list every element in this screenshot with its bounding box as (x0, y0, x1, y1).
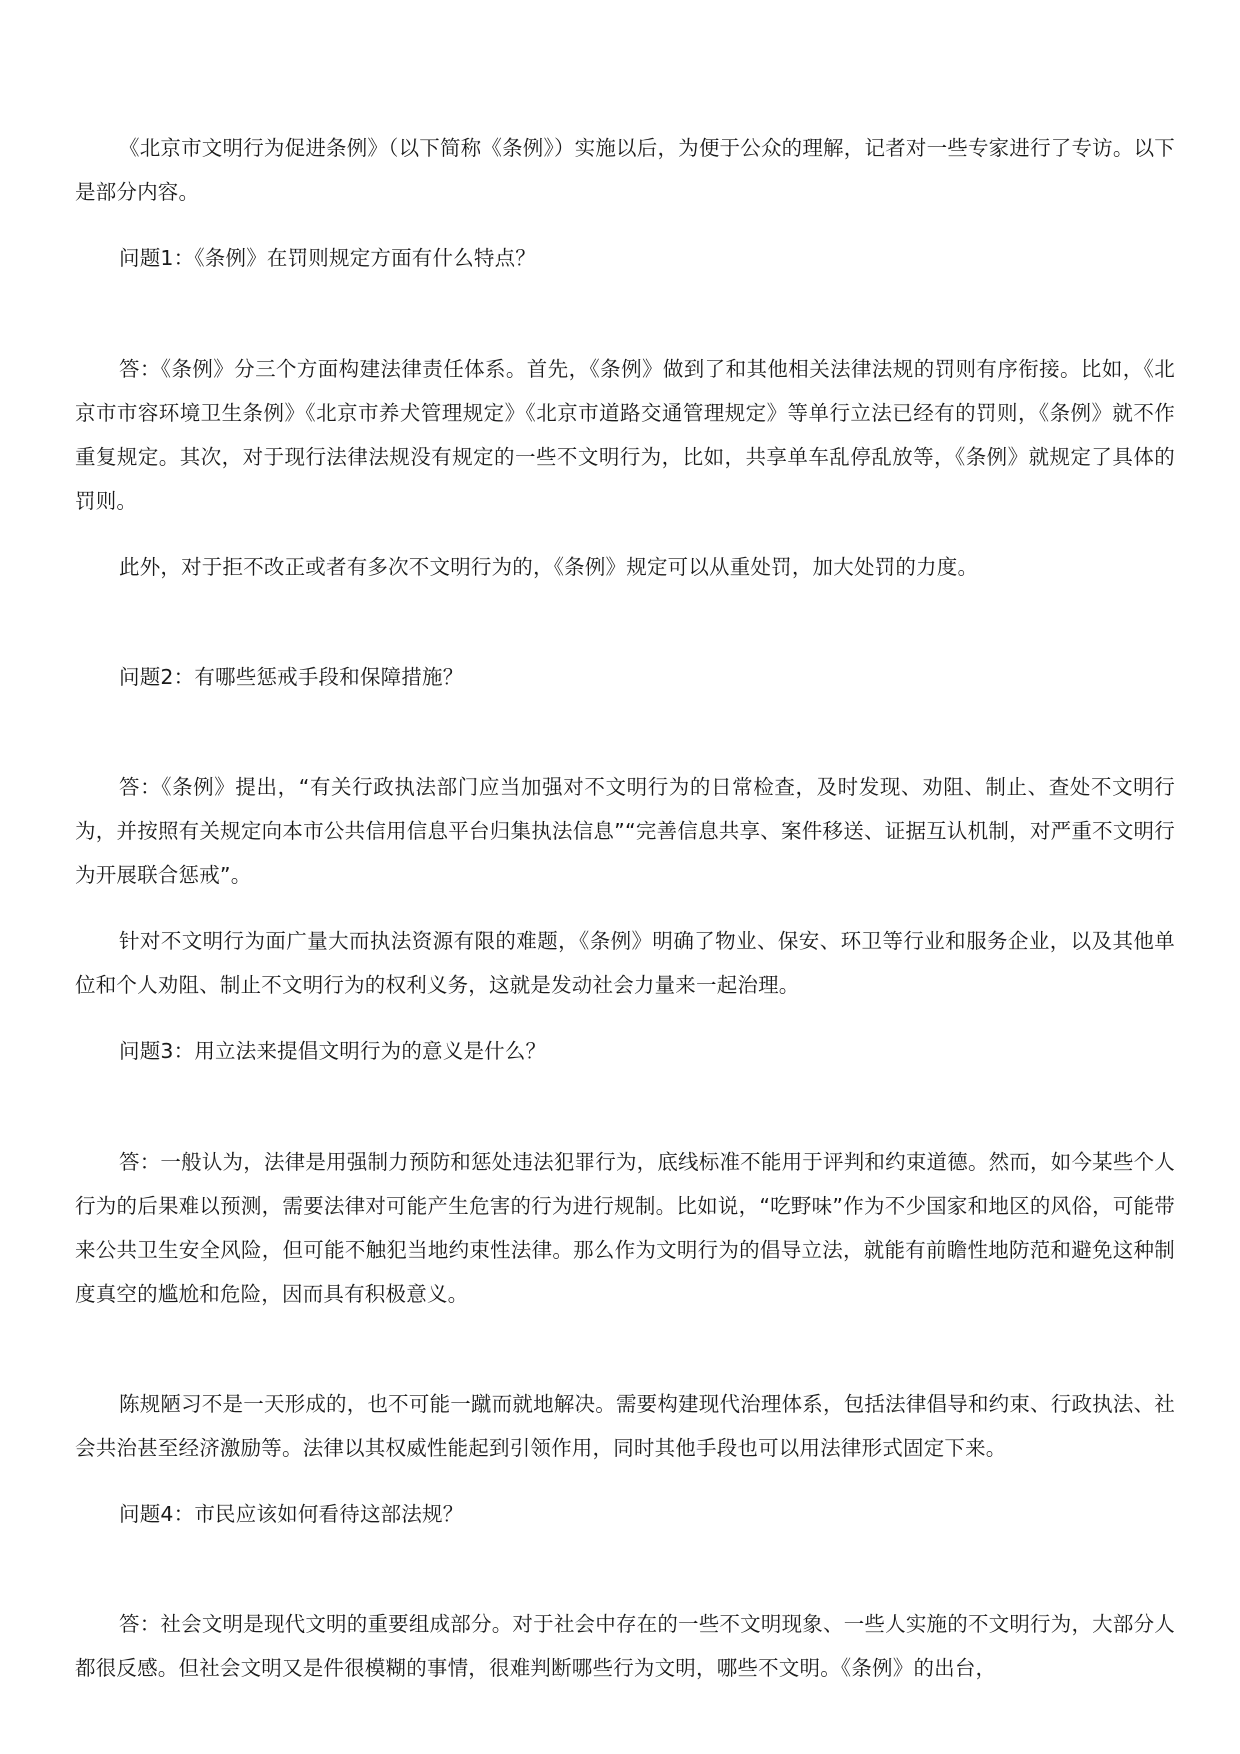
intro-paragraph: 《北京市文明行为促进条例》（以下简称《条例》）实施以后，为便于公众的理解，记者对一些专家进行了专访。以下是部分内容。 (75, 136, 1175, 204)
question-4: 问题4：市民应该如何看待这部法规？ (119, 1502, 464, 1526)
answer-2-paragraph-2: 针对不文明行为面广量大而执法资源有限的难题，《条例》明确了物业、保安、环卫等行业和服务企业，以及其他单位和个人劝阻、制止不文明行为的权利义务，这就是发动社会力量来一起治理。 (75, 929, 1175, 997)
answer-2-paragraph: 答：《条例》提出，“有关行政执法部门应当加强对不文明行为的日常检查，及时发现、劝阻、制止、查处不文明行为，并按照有关规定向本市公共信用信息平台归集执法信息”“完善信息共享、案件移送、证据互认机制，对严重不文明行为开展联合惩戒”。 (75, 775, 1175, 887)
answer-3-paragraph: 答：一般认为，法律是用强制力预防和惩处违法犯罪行为，底线标准不能用于评判和约束道德。然而，如今某些个人行为的后果难以预测，需要法律对可能产生危害的行为进行规制。比如说，“吃野味”作为不少国家和地区的风俗，可能带来公共卫生安全风险，但可能不触犯当地约束性法律。那么作为文明行为的倡导立法，就能有前瞻性地防范和避免这种制度真空的尴尬和危险，因而具有积极意义。 (75, 1150, 1175, 1306)
question-3: 问题3：用立法来提倡文明行为的意义是什么？ (119, 1039, 547, 1063)
question-1: 问题1：《条例》在罚则规定方面有什么特点？ (119, 246, 536, 270)
answer-1-paragraph-2: 此外，对于拒不改正或者有多次不文明行为的，《条例》规定可以从重处罚，加大处罚的力度。 (119, 555, 979, 579)
answer-1-paragraph: 答：《条例》分三个方面构建法律责任体系。首先，《条例》做到了和其他相关法律法规的罚则有序衔接。比如，《北京市市容环境卫生条例》《北京市养犬管理规定》《北京市道路交通管理规定》等单行立法已经有的罚则，《条例》就不作重复规定。其次，对于现行法律法规没有规定的一些不文明行为，比如，共享单车乱停乱放等，《条例》就规定了具体的罚则。 (75, 357, 1175, 513)
question-2: 问题2：有哪些惩戒手段和保障措施？ (119, 665, 464, 689)
answer-4-paragraph: 答：社会文明是现代文明的重要组成部分。对于社会中存在的一些不文明现象、一些人实施的不文明行为，大部分人都很反感。但社会文明又是件很模糊的事情，很难判断哪些行为文明，哪些不文明。《条例》的出台， (75, 1612, 1175, 1680)
answer-3-paragraph-2: 陈规陋习不是一天形成的，也不可能一蹴而就地解决。需要构建现代治理体系，包括法律倡导和约束、行政执法、社会共治甚至经济激励等。法律以其权威性能起到引领作用，同时其他手段也可以用法律形式固定下来。 (75, 1392, 1175, 1460)
